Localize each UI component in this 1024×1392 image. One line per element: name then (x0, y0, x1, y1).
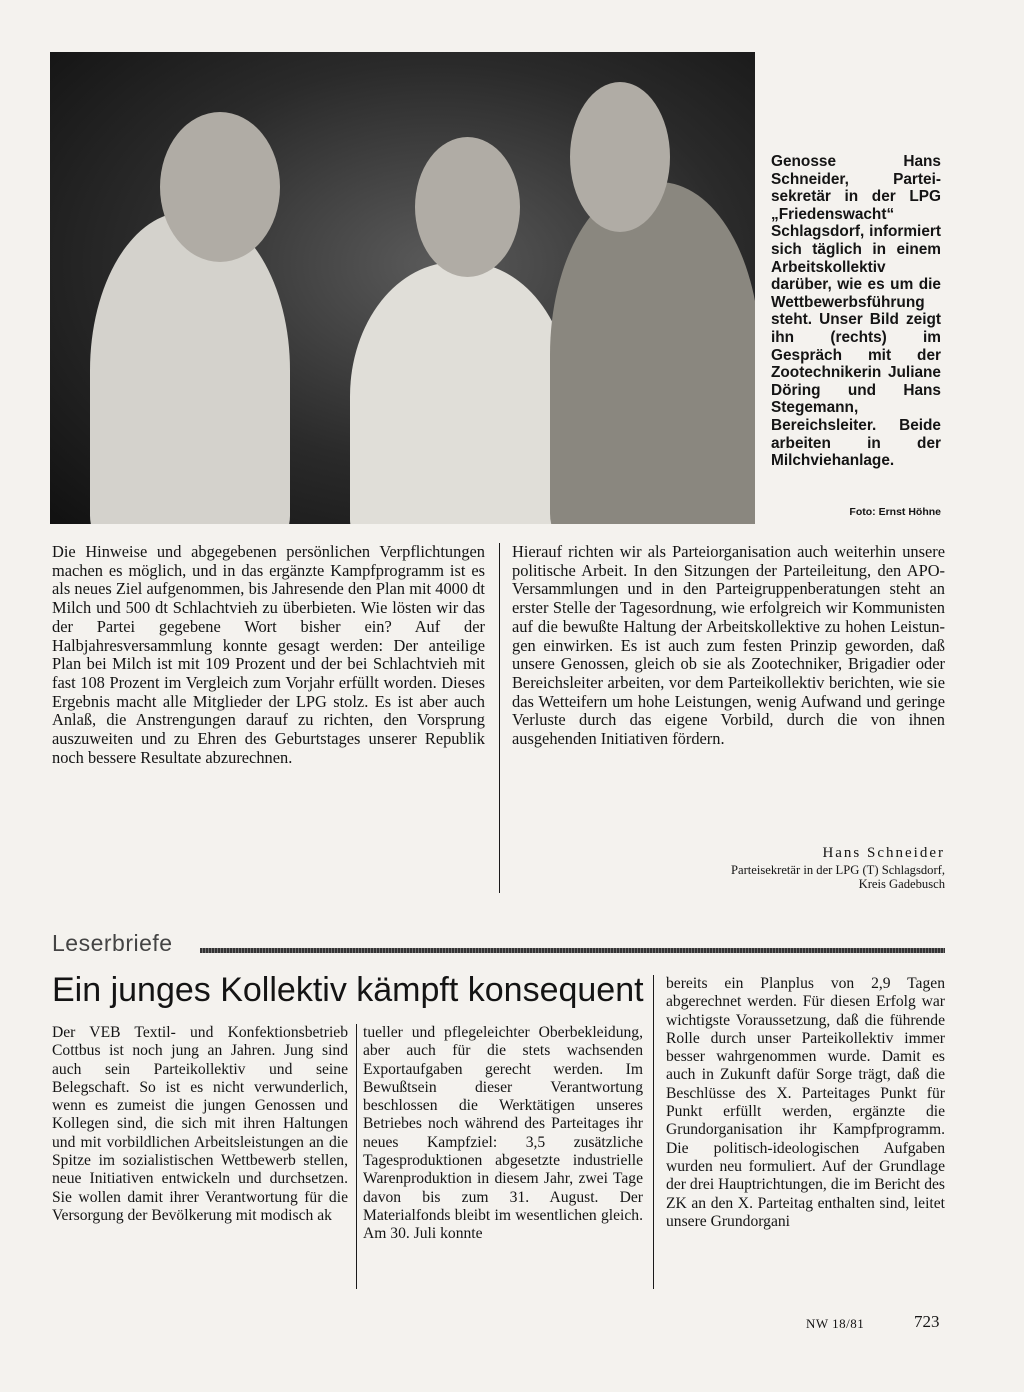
author-role-line-1: Parteisekretär in der LPG (T) Schlagsdorf, (730, 863, 945, 877)
column-divider (499, 543, 500, 893)
column-divider (356, 1024, 357, 1289)
figure-left (90, 212, 290, 524)
figure-left-head (160, 112, 280, 262)
author-role (560, 863, 945, 891)
photo-caption: Genosse Hans Schneider, Parteisekretär in der LPG „Friedenswacht“ Schlagsdorf, informiert sich täglich in einem Arbeitskollektiv darüber, wie es um die Wettbewerbsführung steht. Unser Bild zeigt ihn (rechts) im Gespräch mit der Zootechnikerin Juliane Döring und Hans Stegemann, Bereichsleiter. Beide arbeiten in der Milchviehanlage. (771, 153, 941, 470)
figure-right (550, 182, 755, 524)
article1-column-2-text: Hierauf richten wir als Parteiorganisation auch weiterhin unsere politische Arbeit. In den Sitzungen der Parteileitung, den APO-Versammlungen und in den Parteigruppenberatungen steht an erster Stelle der Tagesordnung, wie erfolgreich wir Kommunisten auf die bewußte Haltung der Arbeitskollektive zu hohen Leistungen einwirken. Es ist auch zum festen Prinzip geworden, daß unsere Genossen, gleich ob sie als Zootechniker, Brigadier oder Bereichsleiter arbeiten, vor dem Parteikollektiv berichten, wie sie das Wetteifern um hohe Leistungen, wenig Aufwand und geringe Verluste durch das eigene Vorbild, durch die von ihnen ausgehenden Initiativen fördern. (512, 542, 945, 749)
author-role-line-2: Kreis Gadebusch (858, 877, 945, 891)
section-label: Leserbriefe (52, 930, 173, 956)
article2-column-1-text: Der VEB Textil- und Konfektionsbetrieb Cottbus ist noch jung an Jahren. Jung sind auch sein Parteikollektiv und seine Belegschaft. So ist es nicht verwunderlich, wenn es zumeist die jungen Genossen und Kollegen sind, die sich mit ihren Haltungen und mit vorbildlichen Arbeitsleistungen an die Spitze im sozialistischen Wettbewerb stellen, neue Initiativen entwickeln und durchsetzen. Sie wollen damit ihrer Verantwortung für die Versorgung der Bevölkerung mit modisch ak (52, 1024, 348, 1224)
article2-column-1 (52, 1024, 348, 1225)
article2-headline: Ein junges Kollektiv kämpft konsequent (52, 971, 644, 1009)
article1-column-1 (52, 543, 485, 767)
article2-column-2-text: tueller und pflegeleichter Oberbekleidung, aber auch für die stets wachsenden Exportaufgaben gerecht werden. Im Bewußtsein dieser Verantwortung beschlossen die Werktätigen unseres Betriebes noch während des Parteitages ihr neues Kampfziel: 3,5 zusätzliche Tagesproduktionen abgesetzte industrielle Warenproduktion in diesem Jahr, zwei Tage davon bis zum 31. August. Der Materialfonds bleibt im wesentlichen gleich. Am 30. Juli konnte (363, 1024, 643, 1243)
article1-column-2 (512, 543, 945, 749)
figure-middle-head (415, 137, 520, 277)
figure-right-head (570, 82, 670, 232)
photo-credit: Foto: Ernst Höhne (849, 506, 941, 518)
article2-column-2 (363, 1024, 643, 1244)
issue-number: NW 18/81 (806, 1316, 865, 1331)
figure-middle (350, 262, 570, 524)
article2-column-3 (666, 975, 945, 1231)
section-rule (200, 948, 945, 953)
photo (50, 52, 755, 524)
article2-column-3-text: bereits ein Planplus von 2,9 Tagen abgerechnet werden. Für diesen Erfolg war wichtigste Voraussetzung, daß die führende Rolle durch unser Parteikollektiv immer besser wahrgenommen wurde. Damit es auch in Zukunft dafür Sorge trägt, daß die Beschlüsse des X. Parteitages Punkt für Punkt erfüllt werden, ergänzte die Grundorganisation ihr Kampfprogramm. Die politisch-ideologischen Aufgaben wurden neu formuliert. Auf der Grundlage der drei Hauptrichtungen, die im Bericht des ZK an den X. Parteitag enthalten sind, leitet unsere Grundorgani (666, 975, 945, 1230)
author-name: Hans Schneider (822, 845, 945, 861)
column-divider (653, 975, 654, 1289)
article1-column-1-text: Die Hinweise und abgegebenen persönlichen Verpflichtungen machen es möglich, und in das ergänzte Kampfprogramm ist es als neues Ziel aufgenommen, bis Jahresende den Plan mit 4000 dt Milch und 500 dt Schlachtvieh zu überbieten. Wie lösten wir das der Partei gegebene Wort bisher ein? Auf der Halbjahresversammlung konnte gesagt werden: Der anteilige Plan bei Milch ist mit 109 Prozent und der bei Schlachtvieh mit fast 108 Prozent im Vergleich zum Vorjahr erfüllt worden. Dieses Ergebnis macht alle Mitglieder der LPG stolz. Es ist aber auch Anlaß, die Anstrengungen darauf zu richten, den Vorsprung auszuweiten und zu Ehren des Geburtstages unserer Republik noch bessere Resultate abzurechnen. (52, 542, 485, 767)
page-number: 723 (914, 1312, 940, 1331)
